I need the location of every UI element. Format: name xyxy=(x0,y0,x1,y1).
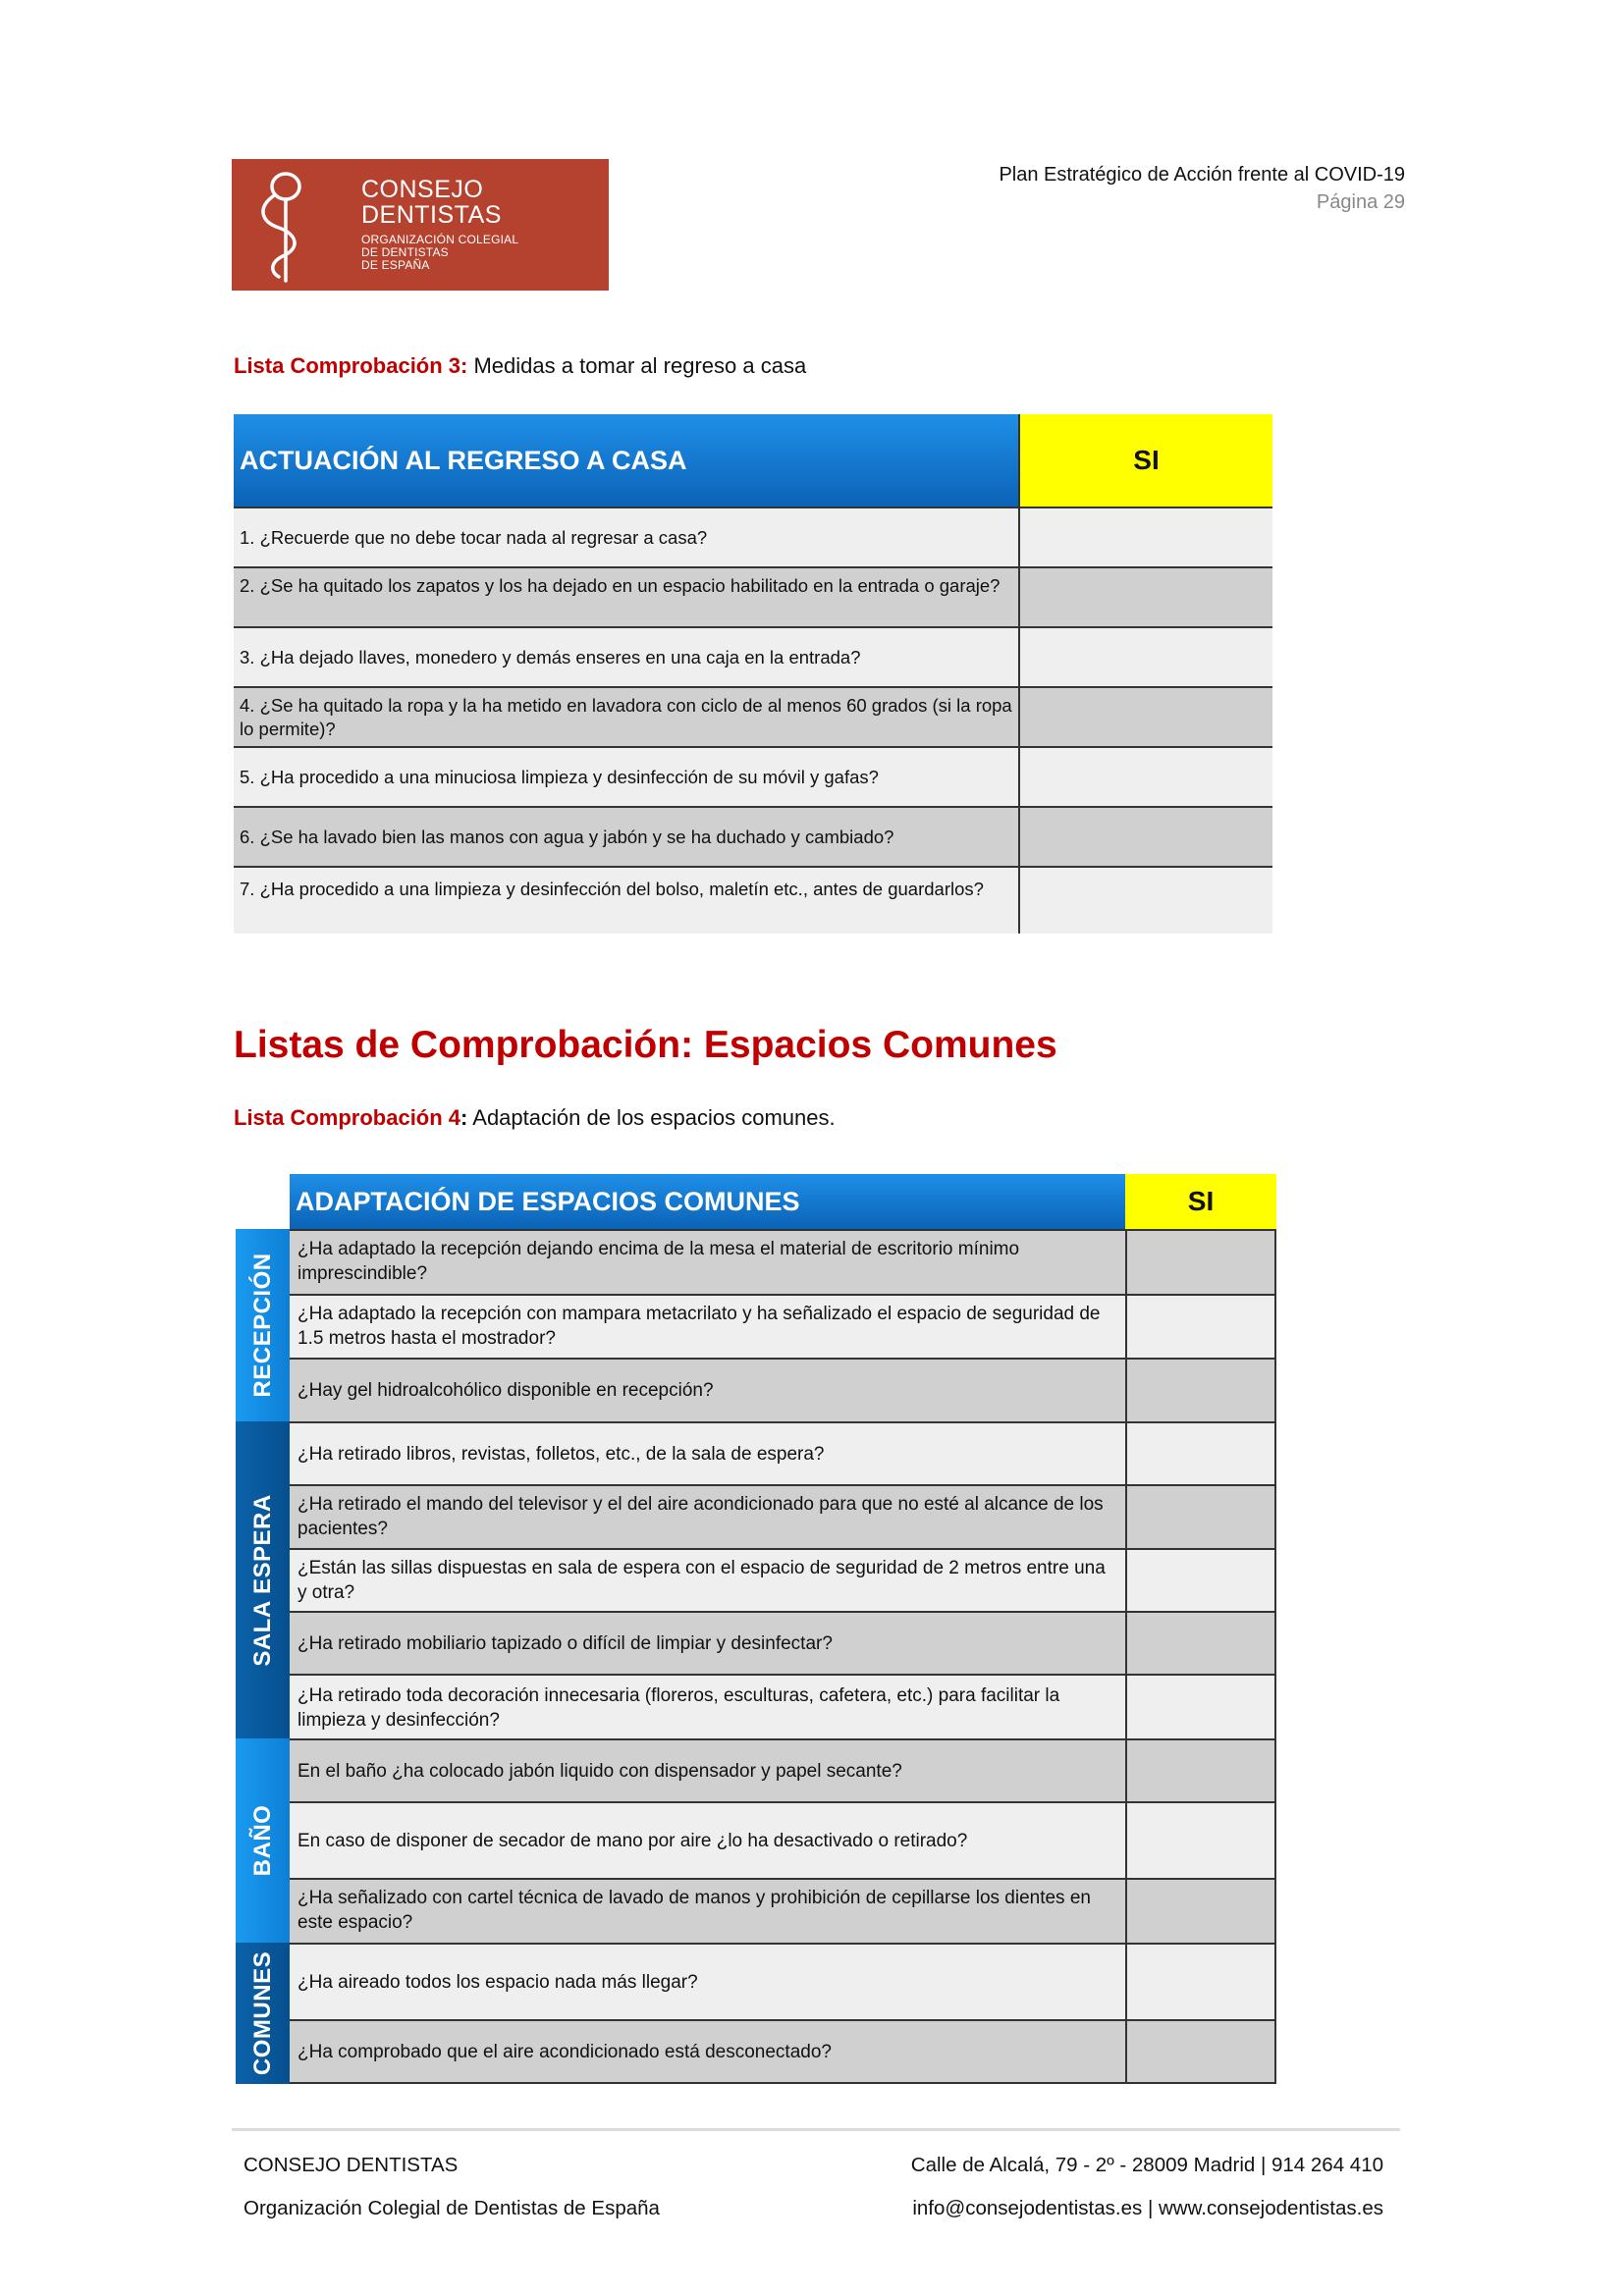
logo-text-de-dentistas: DE DENTISTAS xyxy=(361,245,449,259)
checklist-table-common-spaces xyxy=(236,1174,1276,2084)
list3-caption-label: Lista Comprobación 3: xyxy=(234,353,468,378)
question-text: ¿Ha señalizado con cartel técnica de lavado de manos y prohibición de cepillarse los dientes en este espacio? xyxy=(298,1888,1091,1933)
table-row xyxy=(290,1421,1276,1484)
table-heading: ADAPTACIÓN DE ESPACIOS COMUNES xyxy=(290,1174,1125,1229)
si-answer-cell[interactable] xyxy=(1018,508,1272,566)
group-label-bano: BAÑO xyxy=(236,1738,290,1943)
list4-caption xyxy=(234,1105,836,1131)
page-number: Página 29 xyxy=(1316,191,1405,213)
footer-org-full: Organización Colegial de Dentistas de España xyxy=(243,2197,660,2219)
table-row xyxy=(234,806,1272,866)
group-bano xyxy=(236,1738,1276,1943)
list4-caption-text: Adaptación de los espacios comunes. xyxy=(467,1105,836,1130)
logo-text-consejo: CONSEJO xyxy=(361,176,484,203)
question-text: ¿Ha aireado todos los espacio nada más llegar? xyxy=(298,1971,698,1993)
si-answer-cell[interactable] xyxy=(1125,1740,1276,1801)
si-answer-cell[interactable] xyxy=(1125,1613,1276,1674)
logo-text-org: ORGANIZACIÓN COLEGIAL xyxy=(361,233,519,246)
si-answer-cell[interactable] xyxy=(1018,628,1272,686)
question-text: En el baño ¿ha colocado jabón liquido con dispensador y papel secante? xyxy=(298,1760,902,1782)
table-row xyxy=(290,1738,1276,1801)
question-text: 6. ¿Se ha lavado bien las manos con agua y jabón y se ha duchado y cambiado? xyxy=(240,826,894,847)
question-text: ¿Ha retirado mobiliario tapizado o difícil de limpiar y desinfectar? xyxy=(298,1632,833,1654)
si-answer-cell[interactable] xyxy=(1018,688,1272,746)
question-text: 7. ¿Ha procedido a una limpieza y desinfección del bolso, maletín etc., antes de guardarlos? xyxy=(240,879,984,899)
table-row xyxy=(290,1674,1276,1738)
table-row xyxy=(234,507,1272,566)
table-row xyxy=(290,1358,1276,1421)
list3-caption xyxy=(234,353,806,379)
page-header xyxy=(999,161,1405,216)
list4-caption-label: Lista Comprobación 4 xyxy=(234,1105,461,1130)
checklist-table-home xyxy=(234,414,1272,934)
table-row xyxy=(234,566,1272,626)
table-row xyxy=(290,1611,1276,1674)
logo-text-espana: DE ESPAÑA xyxy=(361,258,430,272)
group-label-recepcion: RECEPCIÓN xyxy=(236,1229,290,1421)
logo xyxy=(232,159,609,291)
si-answer-cell[interactable] xyxy=(1125,1676,1276,1738)
footer-address: Calle de Alcalá, 79 - 2º - 28009 Madrid | 914 264 410 xyxy=(910,2154,1383,2176)
question-text: 4. ¿Se ha quitado la ropa y la ha metido en lavadora con ciclo de al menos 60 grados (si la ropa lo permite)? xyxy=(240,695,1012,739)
si-answer-cell[interactable] xyxy=(1125,1423,1276,1484)
si-answer-cell[interactable] xyxy=(1018,568,1272,626)
si-answer-cell[interactable] xyxy=(1125,1550,1276,1611)
table-row xyxy=(290,1229,1276,1294)
si-answer-cell[interactable] xyxy=(1125,1360,1276,1421)
si-answer-cell[interactable] xyxy=(1125,2021,1276,2082)
table-header xyxy=(236,1174,1276,1229)
si-answer-cell[interactable] xyxy=(1125,1486,1276,1548)
footer-contact: info@consejodentistas.es | www.consejodentistas.es xyxy=(912,2197,1383,2219)
si-answer-cell[interactable] xyxy=(1018,748,1272,806)
table-row xyxy=(234,866,1272,934)
logo-text-dentistas: DENTISTAS xyxy=(361,201,502,229)
table-row xyxy=(290,1943,1276,2019)
question-text: ¿Ha adaptado la recepción dejando encima de la mesa el material de escritorio mínimo imprescindible? xyxy=(298,1239,1020,1284)
question-text: ¿Ha retirado libros, revistas, folletos, etc., de la sala de espera? xyxy=(298,1443,825,1465)
table-row xyxy=(290,1294,1276,1358)
document-title: Plan Estratégico de Acción frente al COVID-19 xyxy=(999,164,1405,186)
table-row xyxy=(234,626,1272,686)
list4-caption-colon: : xyxy=(460,1105,468,1130)
question-text: ¿Hay gel hidroalcohólico disponible en recepción? xyxy=(298,1380,714,1401)
group-label-comunes: COMUNES xyxy=(236,1943,290,2084)
si-answer-cell[interactable] xyxy=(1018,808,1272,866)
question-text: 5. ¿Ha procedido a una minuciosa limpieza y desinfección de su móvil y gafas? xyxy=(240,766,879,787)
question-text: ¿Ha adaptado la recepción con mampara metacrilato y ha señalizado el espacio de seguridad de 1.5 metros hasta el mostrador? xyxy=(298,1304,1101,1349)
section-title: Listas de Comprobación: Espacios Comunes xyxy=(234,1024,1057,1066)
si-answer-cell[interactable] xyxy=(1125,1803,1276,1878)
table-row xyxy=(290,1801,1276,1878)
question-text: 2. ¿Se ha quitado los zapatos y los ha dejado en un espacio habilitado en la entrada o garaje? xyxy=(240,575,1001,596)
group-label-sala-espera: SALA ESPERA xyxy=(236,1421,290,1738)
table-row xyxy=(234,686,1272,746)
question-text: 3. ¿Ha dejado llaves, monedero y demás enseres en una caja en la entrada? xyxy=(240,646,861,667)
group-comunes xyxy=(236,1943,1276,2084)
si-answer-cell[interactable] xyxy=(1125,1231,1276,1294)
footer-org: CONSEJO DENTISTAS xyxy=(243,2154,459,2176)
question-text: ¿Están las sillas dispuestas en sala de espera con el espacio de seguridad de 2 metros entre una y otra? xyxy=(298,1558,1106,1603)
si-answer-cell[interactable] xyxy=(1125,1880,1276,1943)
question-text: ¿Ha retirado toda decoración innecesaria (floreros, esculturas, cafetera, etc.) para facilitar la limpieza y desinfección? xyxy=(298,1685,1060,1731)
si-answer-cell[interactable] xyxy=(1125,1945,1276,2019)
si-answer-cell[interactable] xyxy=(1018,868,1272,934)
list3-caption-text: Medidas a tomar al regreso a casa xyxy=(467,353,807,378)
table-row xyxy=(290,1548,1276,1611)
si-column-header: SI xyxy=(1125,1174,1276,1229)
si-answer-cell[interactable] xyxy=(1125,1296,1276,1358)
table-heading: ACTUACIÓN AL REGRESO A CASA xyxy=(234,414,1018,507)
table-row xyxy=(290,1878,1276,1943)
table-row xyxy=(234,746,1272,806)
question-text: ¿Ha retirado el mando del televisor y el del aire acondicionado para que no esté al alcance de los pacientes? xyxy=(298,1494,1104,1539)
footer-divider xyxy=(232,2128,1400,2131)
table-row xyxy=(290,2019,1276,2082)
caduceus-icon xyxy=(232,159,340,291)
question-text: En caso de disponer de secador de mano por aire ¿lo ha desactivado o retirado? xyxy=(298,1830,968,1851)
table-header xyxy=(234,414,1272,507)
table-row xyxy=(290,1484,1276,1548)
question-text: 1. ¿Recuerde que no debe tocar nada al regresar a casa? xyxy=(240,526,708,548)
si-column-header: SI xyxy=(1018,414,1272,507)
group-recepcion xyxy=(236,1229,1276,1421)
question-text: ¿Ha comprobado que el aire acondicionado está desconectado? xyxy=(298,2041,832,2062)
group-sala-espera xyxy=(236,1421,1276,1738)
